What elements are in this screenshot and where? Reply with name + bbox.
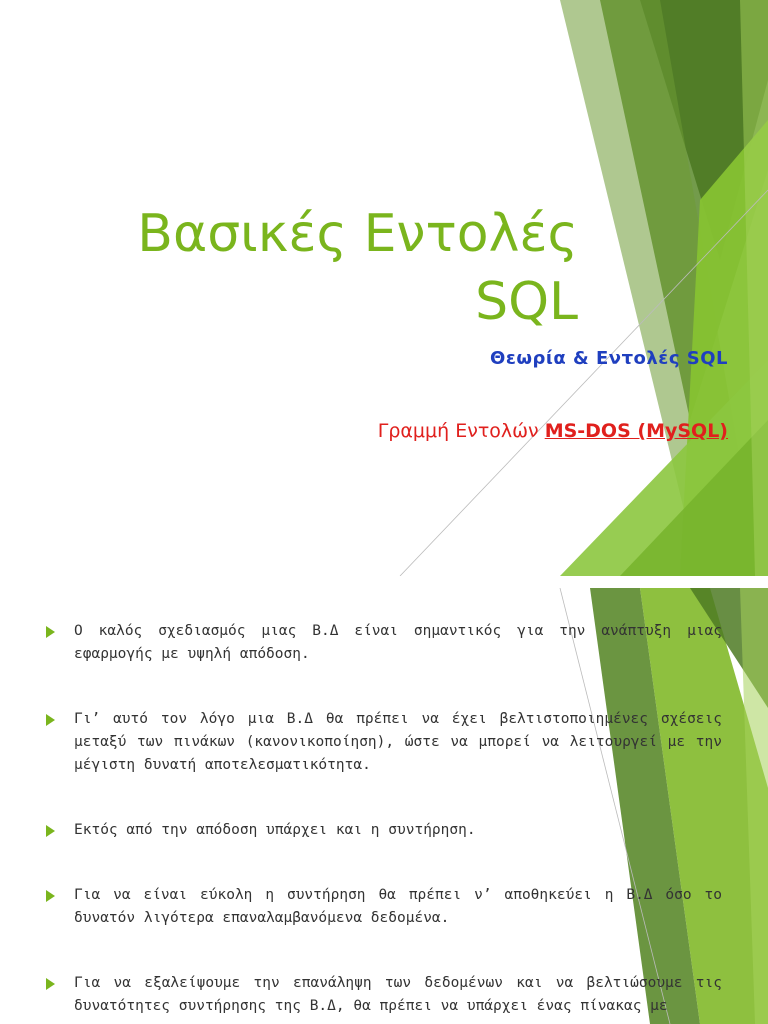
- command-line-caption: [378, 420, 728, 442]
- bullet-arrow-icon: [46, 626, 55, 638]
- list-item: Γι’ αυτό τον λόγο μια Β.Δ θα πρέπει να έχει βελτιστοποιημένες σχέσεις μεταξύ των πινάκων (κανονικοποίηση), ώστε να μπορεί να λειτουργεί με την μέγιστη δυνατή αποτελεσματικότητα.: [46, 708, 722, 777]
- list-item: Εκτός από την απόδοση υπάρχει και η συντήρηση.: [46, 819, 722, 842]
- list-item: Για να είναι εύκολη η συντήρηση θα πρέπει ν’ αποθηκεύει η Β.Δ όσο το δυνατόν λιγότερα επαναλαμβανόμενα δεδομένα.: [46, 884, 722, 930]
- slide-title: [18, 200, 578, 336]
- bullet-arrow-icon: [46, 978, 55, 990]
- bullet-arrow-icon: [46, 825, 55, 837]
- list-item: Για να εξαλείψουμε την επανάληψη των δεδομένων και να βελτιώσουμε τις δυνατότητες συντήρησης της Β.Δ, θα πρέπει να υπάρχει ένας πίνακας με: [46, 972, 722, 1018]
- bullet-arrow-icon: [46, 890, 55, 902]
- bullet-arrow-icon: [46, 714, 55, 726]
- slide-separator: [0, 576, 768, 588]
- list-item: Ο καλός σχεδιασμός μιας Β.Δ είναι σημαντικός για την ανάπτυξη μιας εφαρμογής με υψηλή απόδοση.: [46, 620, 722, 666]
- slide-subtitle: Θεωρία & Εντολές SQL: [490, 348, 728, 369]
- bullet-list: [46, 620, 722, 1018]
- title-line-1: Βασικές Εντολές: [137, 204, 578, 264]
- title-line-2: SQL: [475, 272, 578, 332]
- content-slide: [0, 588, 768, 1024]
- command-line-highlight: MS-DOS (MySQL): [544, 420, 728, 442]
- command-line-prefix: Γραμμή Εντολών: [377, 420, 545, 442]
